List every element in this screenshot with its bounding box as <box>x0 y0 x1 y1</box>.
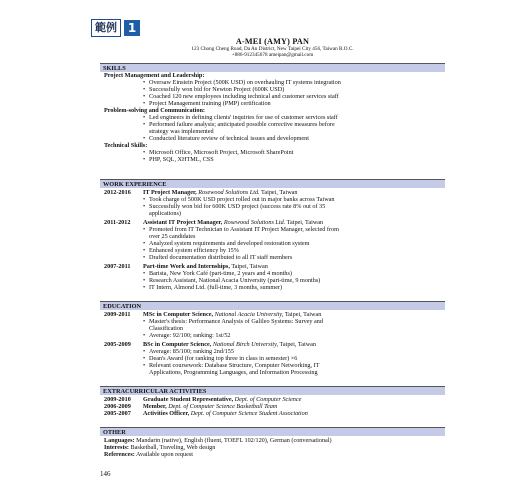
job-place: Taipei, Taiwan <box>231 263 268 270</box>
job-item: • Took charge of 500K USD project rolled out in major banks across Taiwan <box>149 196 335 203</box>
job-years: 2011-2012 <box>104 219 131 226</box>
activity-org: Dept. of Computer Science Basketball Team <box>168 403 278 410</box>
job-item: • Barista, New York Café (part-time, 2 years and 4 months) <box>149 270 292 277</box>
degree-line <box>143 341 316 348</box>
resume-contact: +886-912345678 ameipan@gmail.com <box>231 52 314 58</box>
section-heading-education: EDUCATION <box>100 301 445 310</box>
skills-group-heading: Project Management and Leadership: <box>104 72 205 79</box>
skills-item: • Led engineers in defining clients' inquiries for use of customer services staff <box>149 114 338 121</box>
resume-name: A-MEI (AMY) PAN <box>235 37 310 46</box>
degree-place: Taipei, Taiwan <box>279 341 317 348</box>
skills-item: • Microsoft Office, Microsoft Project, Microsoft SharePoint <box>149 149 293 156</box>
activity-years: 2005-2007 <box>104 410 131 417</box>
skills-item: • PHP, SQL, XHTML, CSS <box>149 156 214 163</box>
degree-years: 2005-2009 <box>104 341 131 348</box>
activity-years: 2009-2010 <box>104 396 131 403</box>
other-languages <box>104 437 332 444</box>
activity-line <box>143 396 301 403</box>
other-interests <box>104 444 215 451</box>
activity-line <box>143 410 308 417</box>
degree-item: • Average: 85/100; ranking 2nd/155 <box>149 348 234 355</box>
activity-org: Dept. of Computer Science <box>234 396 302 403</box>
job-org: Rosewood Solutions Ltd. <box>198 189 260 196</box>
job-item-continued: applications) <box>149 210 181 217</box>
section-heading-other: OTHER <box>100 427 445 436</box>
skills-group-heading: Problem-solving and Communication: <box>104 107 205 114</box>
job-item: • Drafted documentation distributed to all IT staff members <box>149 254 292 261</box>
example-label: 範例 <box>91 19 121 37</box>
skills-item: • Performed failure analysis; anticipated possible corrective measures before <box>149 121 335 128</box>
languages-label: Languages: <box>104 437 135 444</box>
section-heading-work: WORK EXPERIENCE <box>100 179 445 188</box>
job-item: • Promoted from IT Technician to Assistant IT Project Manager, selected from <box>149 226 339 233</box>
degree-place: Taipei, Taiwan <box>284 311 322 318</box>
job-item: • Successfully won bid for 600K USD project (success rate 8% out of 35 <box>149 203 325 210</box>
references-label: References: <box>104 451 135 458</box>
skills-group-heading: Technical Skills: <box>104 142 148 149</box>
degree-years: 2009-2011 <box>104 311 131 318</box>
job-item: • Analyzed system requirements and developed restoration system <box>149 240 310 247</box>
job-title-line <box>143 189 298 196</box>
degree-line <box>143 311 321 318</box>
resume-address: 123 Chong Cheng Road, Da An District, New Taipei City 456, Taiwan R.O.C. <box>191 46 354 52</box>
degree-item-continued: Applications, Programming Languages, and Information Processing <box>149 369 318 376</box>
activity-line <box>143 403 277 410</box>
degree-name: BSc in Computer Science, <box>143 341 212 348</box>
job-org: Rosewood Solutions Ltd. <box>223 219 286 226</box>
skills-item-continued: strategy was implemented <box>149 128 214 135</box>
activity-years: 2006-2009 <box>104 403 131 410</box>
example-badge <box>91 18 140 37</box>
degree-item: • Average: 92/100; ranking: 1st/52 <box>149 332 231 339</box>
degree-school: National Acacia University, <box>214 311 284 318</box>
job-item: • IT Intern, Almond Ltd. (full-time, 3 months, summer) <box>149 284 282 291</box>
skills-item: • Oversaw Einstein Project (500K USD) on overhauling IT systems integration <box>149 79 341 86</box>
languages-value: Mandarin (native), English (fluent, TOEFL 102/120), German (conversational) <box>136 437 332 444</box>
degree-item: • Master's thesis: Performance Analysis of Galileo Systems: Survey and <box>149 318 323 325</box>
job-place: Taipei, Taiwan <box>286 219 324 226</box>
degree-item: • Relevant coursework: Database Structure, Computer Networking, IT <box>149 362 319 369</box>
degree-name: MSc in Computer Science, <box>143 311 214 318</box>
degree-school: National Birch University, <box>212 341 279 348</box>
job-item-continued: over 25 candidates <box>149 233 196 240</box>
job-years: 2007-2011 <box>104 263 131 270</box>
activity-role: Graduate Student Representative, <box>143 396 234 403</box>
other-references <box>104 451 193 458</box>
job-title-line <box>143 263 268 270</box>
skills-item: • Successfully won bid for Newton Project (600K USD) <box>149 86 284 93</box>
page-number: 146 <box>100 470 111 478</box>
skills-item: • Project Management training (PMP) certification <box>149 100 271 107</box>
degree-item-continued: Classification <box>149 325 184 332</box>
degree-item: • Dean's Award (for ranking top three in class in semester) ×6 <box>149 355 297 362</box>
interests-value: Basketball, Traveling, Web design <box>130 444 216 451</box>
job-place: Taipei, Taiwan <box>261 189 298 196</box>
skills-item: • Conducted literature review of technical issues and development <box>149 135 309 142</box>
example-number: 1 <box>124 20 140 36</box>
activity-role: Member, <box>143 403 167 410</box>
job-role: Part-time Work and Internships, <box>143 263 230 270</box>
activity-org: Dept. of Computer Science Student Association <box>190 410 308 417</box>
activity-role: Activities Officer, <box>143 410 190 417</box>
job-title-line <box>143 219 323 226</box>
section-heading-extracurricular: EXTRACURRICULAR ACTIVITIES <box>100 386 445 395</box>
interests-label: Interests: <box>104 444 129 451</box>
job-role: IT Project Manager, <box>143 189 197 196</box>
job-item: • Research Assistant, National Acacia University (part-time, 9 months) <box>149 277 320 284</box>
job-years: 2012-2016 <box>104 189 131 196</box>
references-value: Available upon request <box>136 451 193 458</box>
skills-item: • Coached 120 new employees including technical and customer services staff <box>149 93 339 100</box>
job-item: • Enhanced system efficiency by 15% <box>149 247 239 254</box>
section-heading-skills: SKILLS <box>100 63 445 72</box>
job-role: Assistant IT Project Manager, <box>143 219 223 226</box>
